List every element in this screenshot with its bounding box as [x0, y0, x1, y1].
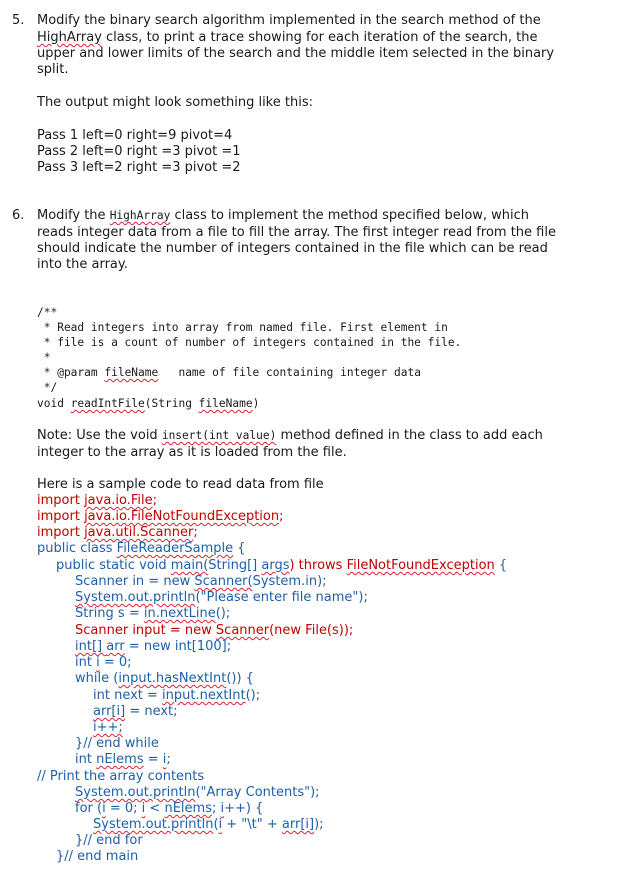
q6-higharray-code: HighArray	[109, 209, 171, 222]
code-int-i: int i = 0;	[75, 655, 132, 670]
q5-line-2: HighArray class, to print a trace showing for each iteration of the search, the	[37, 30, 538, 45]
q5-pass-2: Pass 2 left=0 right =3 pivot =1	[37, 144, 241, 159]
code-println-prompt: System.out.println("Please enter file name");	[75, 590, 368, 605]
code-line-4: *	[37, 351, 51, 364]
q5-pass-1: Pass 1 left=0 right=9 pivot=4	[37, 128, 233, 143]
code-arr-assign: arr[i] = next;	[93, 704, 178, 719]
class-declaration: public class FileReaderSample {	[37, 541, 246, 556]
code-int-next: int next = input.nextInt();	[93, 688, 261, 703]
q5-line-4: split.	[37, 62, 69, 77]
code-string-s: String s = in.nextLine();	[75, 606, 231, 621]
code-end-main: }// end main	[56, 849, 139, 864]
q5-pass-3: Pass 3 left=2 right =3 pivot =2	[37, 160, 241, 175]
code-while: while (input.hasNextInt()) {	[75, 671, 254, 686]
q6-note-line-2: integer to the array as it is loaded from the file.	[37, 445, 347, 460]
code-line-1: /**	[37, 306, 58, 319]
question-5-number: 5.	[12, 13, 25, 28]
q5-line-1: Modify the binary search algorithm implemented in the search method of the	[37, 13, 541, 28]
code-println-element: System.out.println(i + "\t" + arr[i]);	[93, 817, 324, 832]
import-filenotfound: import java.io.FileNotFoundException;	[37, 509, 284, 524]
import-file: import java.io.File;	[37, 493, 158, 508]
code-line-2: * Read integers into array from named file. First element in	[37, 321, 448, 334]
code-for-loop: for (i = 0; i < nElems; i++) {	[75, 801, 264, 816]
insert-method-code: insert(int value)	[161, 429, 277, 442]
code-int-array: int[] arr = new int[100];	[75, 639, 232, 654]
q6-line-4: into the array.	[37, 257, 128, 272]
import-scanner: import java.util.Scanner;	[37, 525, 198, 540]
q6-line-3: should indicate the number of integers contained in the file which can be read	[37, 241, 548, 256]
code-print-comment: // Print the array contents	[37, 769, 205, 784]
q6-line-1: Modify the HighArray class to implement the method specified below, which	[37, 208, 530, 223]
code-line-5: * @param fileName name of file containing integer data	[37, 366, 421, 379]
q6-line-2: reads integer data from a file to fill the array. The first integer read from the file	[37, 225, 556, 240]
code-line-3: * file is a count of number of integers contained in the file.	[37, 336, 462, 349]
code-scanner-input: Scanner input = new Scanner(new File(s));	[75, 623, 354, 638]
question-6-number: 6.	[12, 208, 25, 223]
main-declaration: public static void main(String[] args) throws FileNotFoundException {	[56, 558, 508, 573]
code-i-increment: i++;	[93, 720, 123, 735]
q5-higharray-word: HighArray	[37, 30, 102, 45]
q6-note-line-1: Note: Use the void insert(int value) method defined in the class to add each	[37, 428, 543, 443]
code-end-for: }// end for	[75, 833, 143, 848]
code-scanner-in: Scanner in = new Scanner(System.in);	[75, 574, 327, 589]
sample-intro: Here is a sample code to read data from file	[37, 477, 324, 492]
code-println-contents: System.out.println("Array Contents");	[75, 785, 320, 800]
code-line-7: void readIntFile(String fileName)	[37, 397, 260, 410]
code-nelems: int nElems = i;	[75, 752, 171, 767]
code-end-while: }// end while	[75, 736, 159, 751]
code-line-6: */	[37, 381, 58, 394]
q5-line-3: upper and lower limits of the search and the middle item selected in the binary	[37, 46, 555, 61]
q5-output-intro: The output might look something like this:	[37, 95, 313, 110]
